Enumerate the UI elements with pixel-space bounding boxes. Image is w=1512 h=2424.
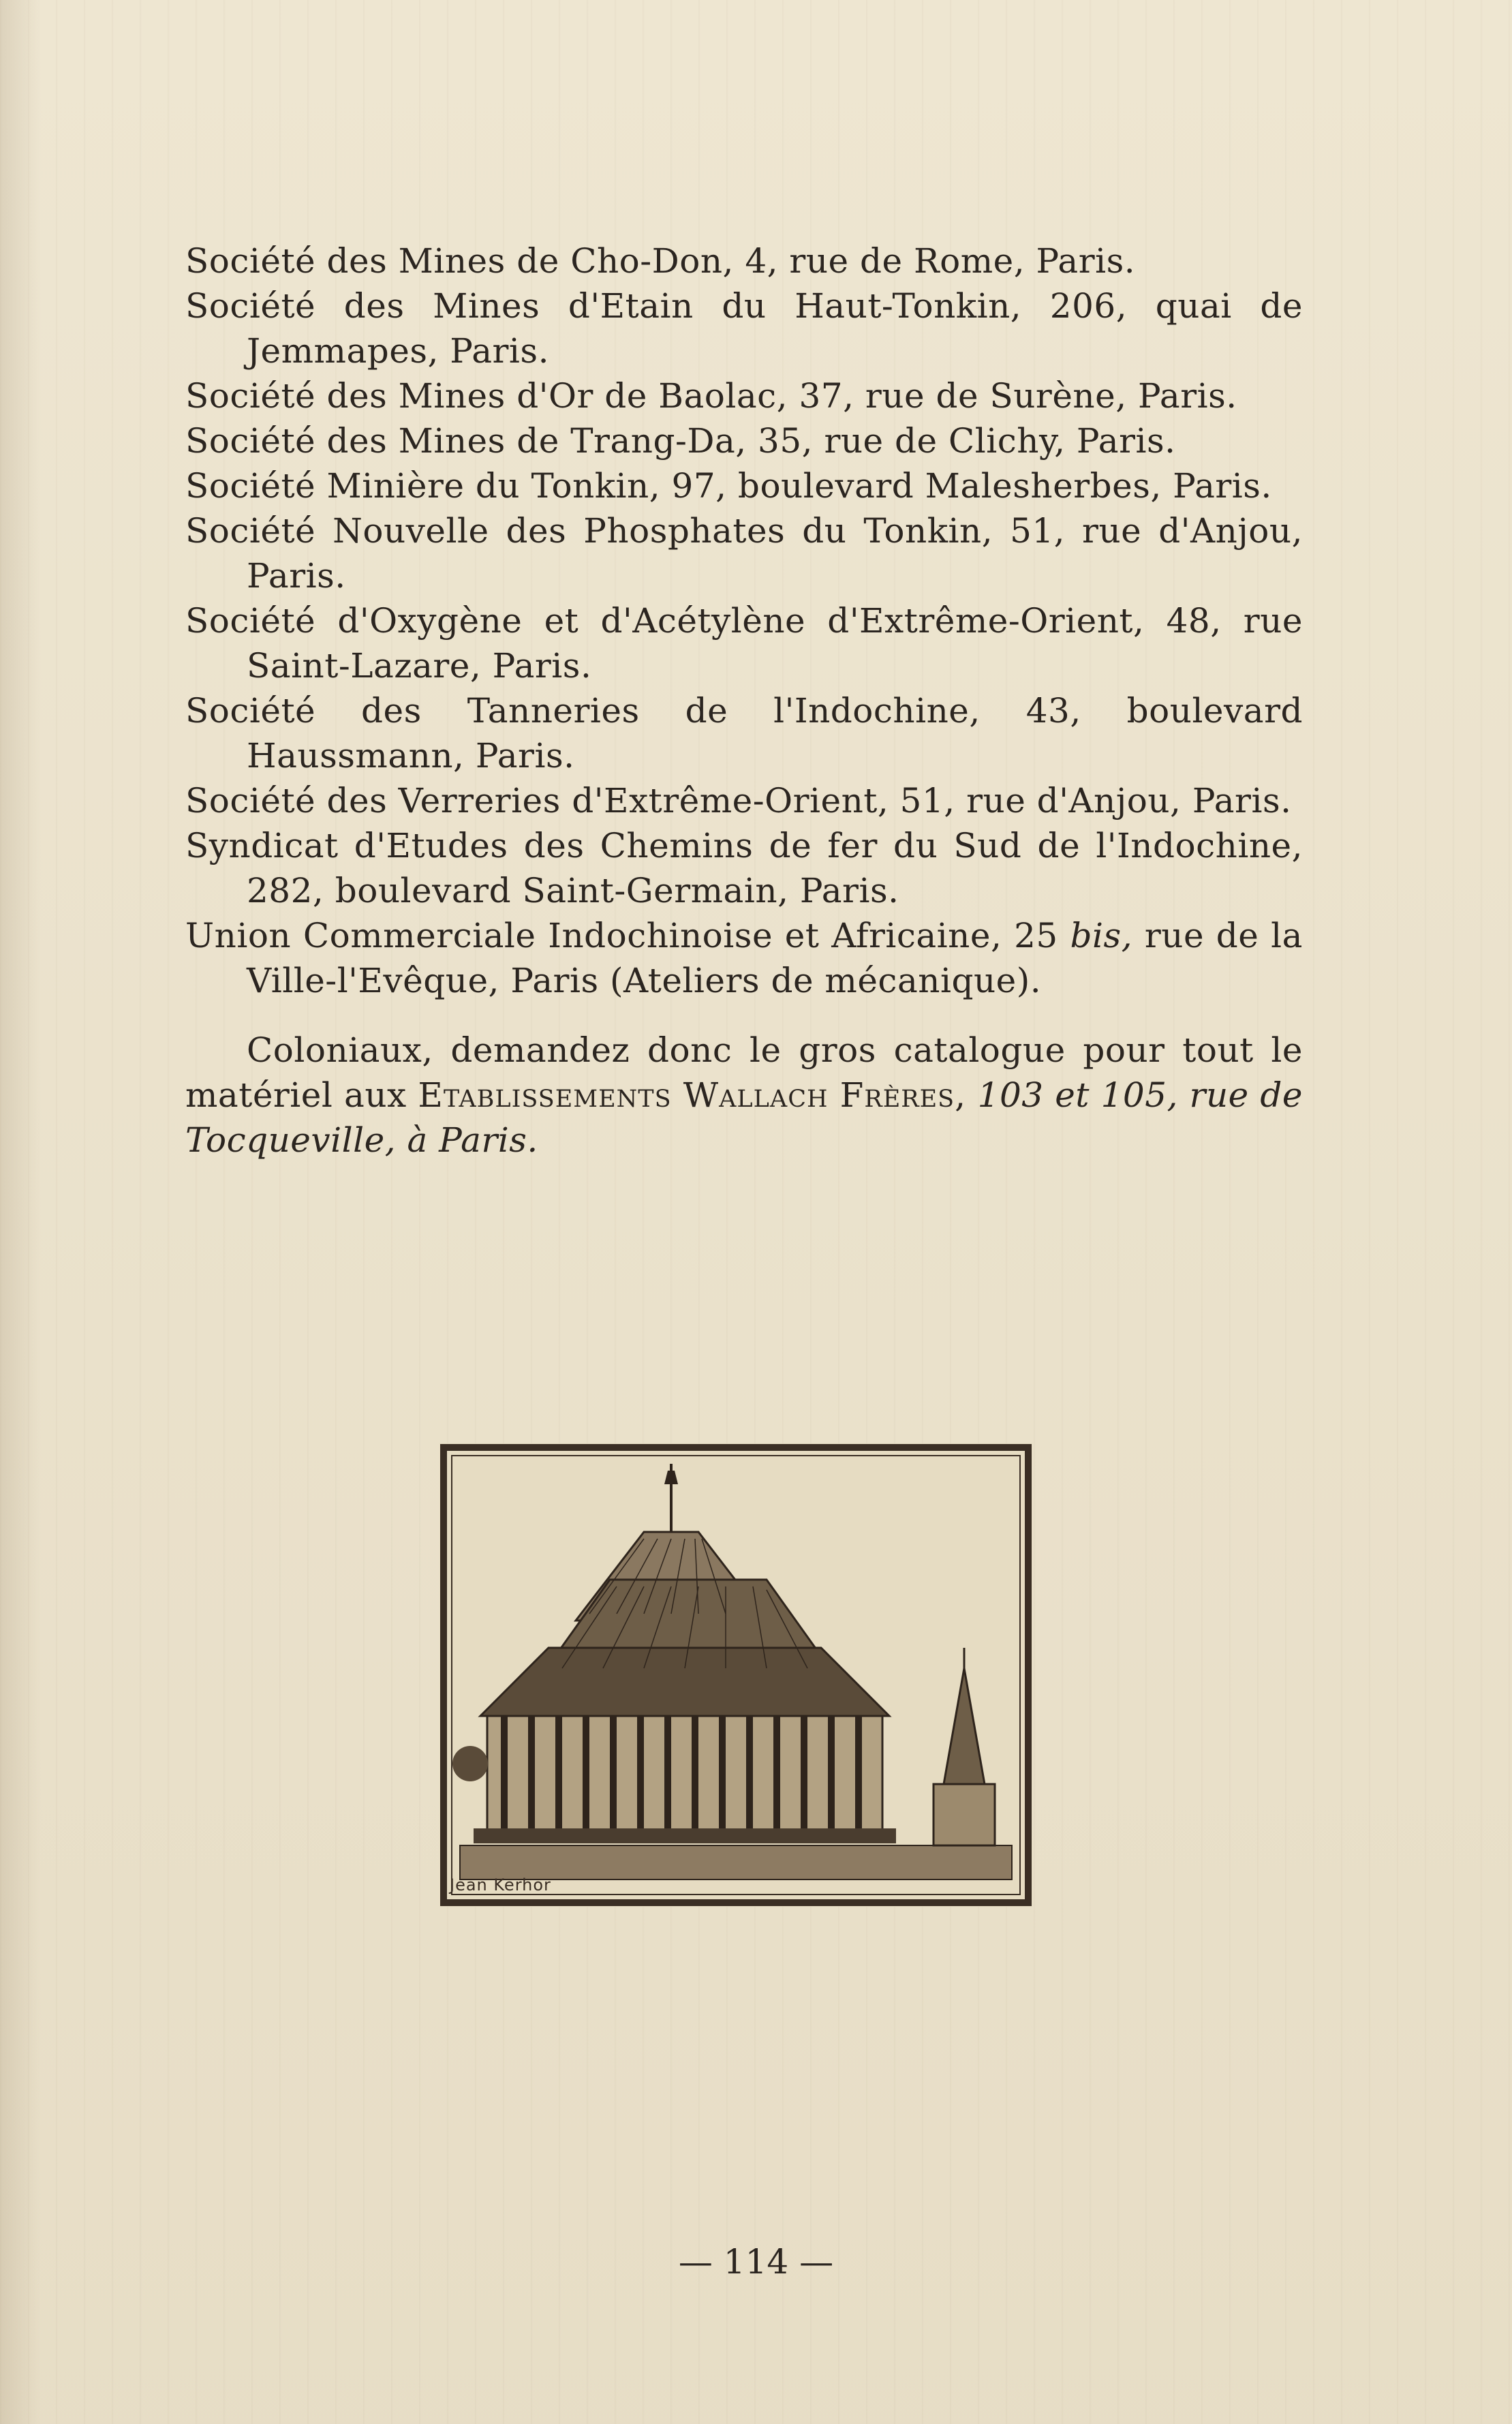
directory-entry: Société des Mines d'Or de Baolac, 37, rue de Surène, Paris. — [185, 376, 1237, 416]
advertisement — [185, 1028, 1303, 1163]
directory-entry: Société Nouvelle des Phosphates du Tonkin, 51, rue d'Anjou, Paris. — [185, 511, 1303, 596]
advert-intro: Coloniaux, demandez donc le gros catalogue pour tout le matériel aux — [185, 1030, 1303, 1115]
directory-entry-union — [185, 913, 1303, 1003]
directory-entry: Société Minière du Tonkin, 97, boulevard Malesherbes, Paris. — [185, 466, 1272, 506]
advert-address: 103 et 105, rue de Tocqueville, à Paris. — [185, 1075, 1303, 1160]
directory-entry: Société des Mines de Trang-Da, 35, rue de Clichy, Paris. — [185, 421, 1176, 461]
page-edge-shadow — [0, 0, 41, 2424]
advert-company: Etablissements Wallach Frères, — [418, 1075, 967, 1115]
page-number: — 114 — — [678, 2242, 834, 2282]
union-entry-start: Union Commerciale Indochinoise et Africaine, 25 — [185, 916, 1058, 955]
union-entry-bis: bis, — [1070, 916, 1133, 955]
temple-illustration-svg — [439, 1443, 1032, 1907]
directory-entry: Société d'Oxygène et d'Acétylène d'Extrême-Orient, 48, rue Saint-Lazare, Paris. — [185, 601, 1303, 686]
directory-entry: Société des Verreries d'Extrême-Orient, 51, rue d'Anjou, Paris. — [185, 781, 1292, 820]
directory-entry: Société des Tanneries de l'Indochine, 43, boulevard Haussmann, Paris. — [185, 691, 1303, 776]
union-entry-end: rue de la Ville-l'Evêque, Paris (Ateliers de mécanique). — [247, 916, 1303, 1000]
directory-entry: Syndicat d'Etudes des Chemins de fer du Sud de l'Indochine, 282, boulevard Saint-Germain, Paris. — [185, 826, 1303, 910]
directory-entry: Société des Mines de Cho-Don, 4, rue de Rome, Paris. — [185, 241, 1136, 281]
directory-entry: Société des Mines d'Etain du Haut-Tonkin, 206, quai de Jemmapes, Paris. — [185, 286, 1303, 371]
artist-signature: Jean Kerhor — [450, 1875, 551, 1894]
temple-engraving — [439, 1443, 1032, 1907]
directory-text — [185, 239, 1303, 1163]
